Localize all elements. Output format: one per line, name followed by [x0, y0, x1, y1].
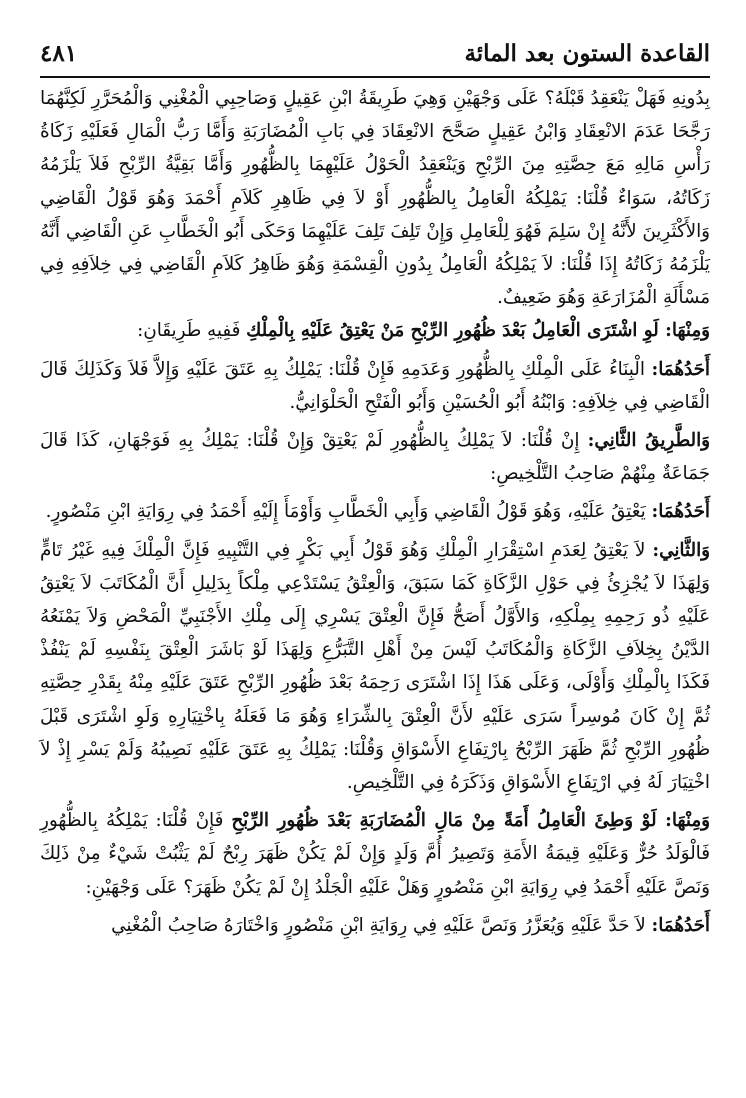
- running-title: القاعدة الستون بعد المائة: [464, 40, 710, 67]
- paragraph-text: الْبِنَاءُ عَلَى الْمِلْكِ بِالظُّهُورِ وَعَدَمِهِ فَإِنْ قُلْنَا: يَمْلِكُ بِهِ عَتَقَ عَلَيْهِ وَإِلاَّ فَلاَ وَكَذَلِكَ قَالَ الْقَاضِي فِي خِلاَفِهِ: وَابْنُهُ أَبُو الْحُسَيْنِ وَأَبُو الْفَتْحِ الْحَلْوَانِيُّ.: [40, 358, 710, 413]
- paragraph-3: [40, 353, 710, 419]
- paragraph-text: لاَ يَعْتِقُ لِعَدَمِ اسْتِقْرَارِ الْمِلْكِ وَهُوَ قَوْلُ أَبِي بَكْرٍ فِي التَّنْبِيهِ فَإِنَّ الْمِلْكَ فِيهِ غَيْرُ تَامٍّ وَلِهَذَا لاَ يُجْزِئُ فِي حَوْلِ الزَّكَاةِ كَمَا سَبَقَ، وَالْعِتْقُ يَسْتَدْعِي مِلْكاً بِدَلِيلِ أَنَّ الْمُكَاتَبَ لاَ يَعْتِقُ عَلَيْهِ ذُو رَحِمِهِ بِمِلْكِهِ، وَالأَوَّلُ أَصَحُّ فَإِنَّ الْعِتْقَ يَسْرِي إِلَى مِلْكِ الأَجْنَبِيِّ الْمَحْضِ وَلاَ يَمْنَعُهُ الدَّيْنُ بِخِلاَفِ الزَّكَاةِ وَالْمُكَاتَبُ لَيْسَ مِنْ أَهْلِ التَّبَرُّعِ وَلِهَذَا لَوْ بَاشَرَ الْعِتْقَ بِنَفْسِهِ لَمْ يَنْفُذْ فَكَذَا بِالْمِلْكِ وَأَوْلَى، وَعَلَى هَذَا إِذَا اشْتَرَى رَحِمَهُ بَعْدَ ظُهُورِ الرِّبْحِ عَتَقَ عَلَيْهِ مِنْهُ بِقَدْرِ حِصَّتِهِ ثُمَّ إِنْ كَانَ مُوسِراً سَرَى عَلَيْهِ لأَنَّ الْعِتْقَ بِالشِّرَاءِ وَهُوَ مَا فَعَلَهُ بِاخْتِيَارِهِ وَلَوِ اشْتَرَى قَبْلَ ظُهُورِ الرِّبْحِ ثُمَّ ظَهَرَ الرِّبْحُ بِارْتِفَاعِ الأَسْوَاقِ وَقُلْنَا: يَمْلِكُ بِهِ عَتَقَ عَلَيْهِ نَصِيبُهُ وَلَمْ يَسْرِ إِذْ لاَ اخْتِيَارَ لَهُ فِي ارْتِفَاعِ الأَسْوَاقِ وَذَكَرَهُ فِي التَّلْخِيصِ.: [40, 539, 710, 794]
- paragraph-7: [40, 804, 710, 904]
- paragraph-text: يَعْتِقُ عَلَيْهِ، وَهُوَ قَوْلُ الْقَاضِي وَأَبِي الْخَطَّابِ وَأَوْمَأَ إِلَيْهِ أَحْمَدُ فِي رِوَايَةِ ابْنِ مَنْصُورٍ.: [45, 501, 652, 523]
- page-number: ٤٨١: [40, 40, 78, 67]
- page-header: [40, 38, 710, 78]
- page-body: [40, 82, 710, 942]
- paragraph-lead: أَحَدُهُمَا:: [651, 501, 710, 523]
- paragraph-2: [40, 314, 710, 347]
- paragraph-1: [40, 82, 710, 314]
- paragraph-8: [40, 909, 710, 942]
- paragraph-text: لاَ حَدَّ عَلَيْهِ وَيُعَزَّرُ وَنَصَّ عَلَيْهِ فِي رِوَايَةِ ابْنِ مَنْصُورٍ وَاخْتَارَهُ صَاحِبُ الْمُغْنِي: [111, 914, 652, 936]
- paragraph-text: فَإِنْ قُلْنَا: يَمْلِكُهُ بِالظُّهُورِ فَالْوَلَدُ حُرٌّ وَعَلَيْهِ قِيمَةُ الأَمَةِ وَتَصِيرُ أُمَّ وَلَدٍ وَإِنْ لَمْ يَكُنْ ظَهَرَ رِبْحٌ لَمْ يَثْبُتْ شَيْءٌ مِنْ ذَلِكَ وَنَصَّ عَلَيْهِ أَحْمَدُ فِي رِوَايَةِ ابْنِ مَنْصُورٍ وَهَلْ عَلَيْهِ الْجَلْدُ إِنْ لَمْ يَكُنْ ظَهَرَ؟ عَلَى وَجْهَيْنِ:: [40, 810, 710, 898]
- paragraph-lead: أَحَدُهُمَا:: [651, 358, 710, 380]
- paragraph-text: إِنْ قُلْنَا: لاَ يَمْلِكُ بِالظُّهُورِ لَمْ يَعْتِقْ وَإِنْ قُلْنَا: يَمْلِكُ بِهِ فَوَجْهَانِ، كَذَا قَالَ جَمَاعَةٌ مِنْهُمْ صَاحِبُ التَّلْخِيصِ:: [40, 430, 710, 485]
- paragraph-text: بِدُونِهِ فَهَلْ يَنْعَقِدُ قَبْلَهُ؟ عَلَى وَجْهَيْنِ وَهِيَ طَرِيقَةُ ابْنِ عَقِيلٍ وَصَاحِبِي الْمُغْنِي وَالْمُحَرَّرِ لَكِنَّهُمَا رَجَّحَا عَدَمَ الانْعِقَادِ وَابْنُ عَقِيلٍ صَحَّحَ الانْعِقَادَ فِي بَابِ الْمُضَارَبَةِ وَأَمَّا رَبُّ الْمَالِ فَعَلَيْهِ زَكَاةُ رَأْسِ مَالِهِ مَعَ حِصَّتِهِ مِنَ الرِّبْحِ وَيَنْعَقِدُ الْحَوْلُ عَلَيْهِمَا بِالظُّهُورِ وَأَمَّا بَقِيَّةُ الرِّبْحِ فَلاَ يَلْزَمُهُ زَكَاتُهُ، سَوَاءٌ قُلْنَا: يَمْلِكُهُ الْعَامِلُ بِالظُّهُورِ أَوْ لاَ فِي ظَاهِرِ كَلاَمِ أَحْمَدَ وَهُوَ قَوْلُ الْقَاضِي وَالأَكْثَرِينَ لأَنَّهُ إِنْ سَلِمَ فَهُوَ لِلْعَامِلِ وَإِنْ تَلِفَ تَلِفَ عَلَيْهِمَا وَحَكَى أَبُو الْخَطَّابِ عَنِ الْقَاضِي أَنَّهُ يَلْزَمُهُ زَكَاتُهُ إِذَا قُلْنَا: لاَ يَمْلِكُهُ الْعَامِلُ بِدُونِ الْقِسْمَةِ وَهُوَ ظَاهِرُ كَلاَمِ الْقَاضِي فِي خِلاَفِهِ فِي مَسْأَلَةِ الْمُزَارَعَةِ وَهُوَ ضَعِيفٌ.: [40, 88, 710, 309]
- paragraph-lead: أَحَدُهُمَا:: [651, 914, 710, 936]
- paragraph-6: [40, 534, 710, 800]
- header-divider: [40, 76, 710, 78]
- paragraph-lead: وَالطَّرِيقُ الثَّانِي:: [587, 430, 710, 452]
- paragraph-lead: وَمِنْهَا: لَوِ اشْتَرَى الْعَامِلُ بَعْدَ ظُهُورِ الرِّبْحِ مَنْ يَعْتِقُ عَلَيْهِ بِالْمِلْكِ: [246, 320, 710, 342]
- paragraph-4: [40, 424, 710, 490]
- paragraph-lead: وَمِنْهَا: لَوْ وَطِئَ الْعَامِلُ أَمَةً مِنْ مَالِ الْمُضَارَبَةِ بَعْدَ ظُهُورِ الرِّبْحِ: [231, 810, 710, 832]
- paragraph-5: [40, 495, 710, 528]
- paragraph-lead: وَالثَّانِي:: [652, 539, 710, 561]
- paragraph-text: فَفِيهِ طَرِيقَانِ:: [137, 320, 247, 342]
